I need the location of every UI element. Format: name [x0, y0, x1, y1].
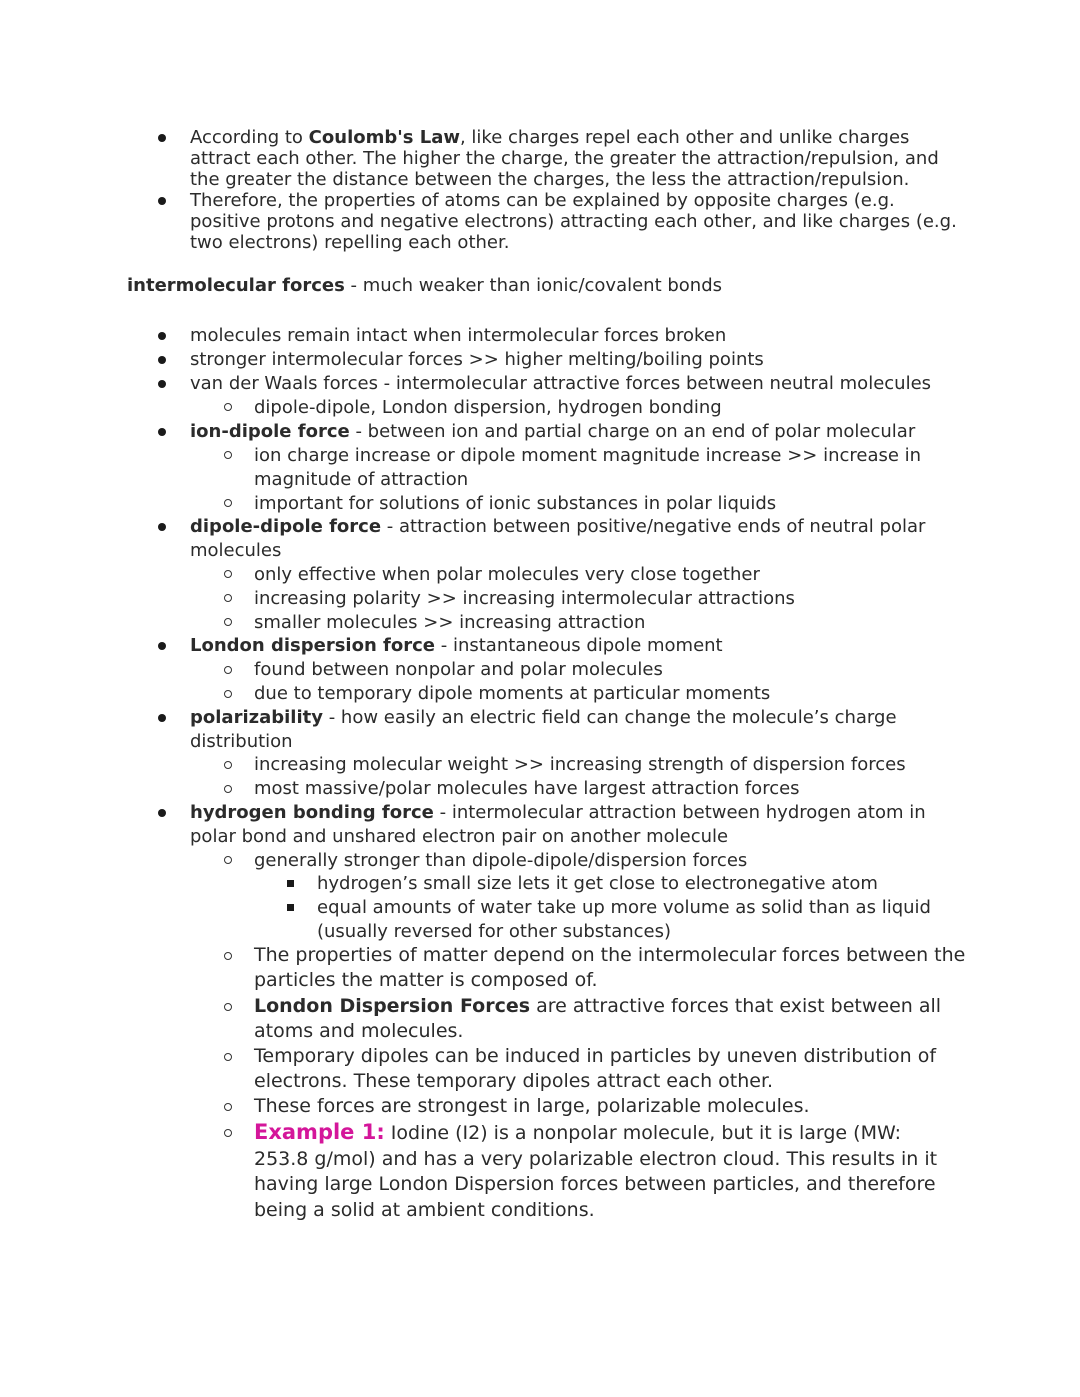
list-item: dipole-dipole force - attraction between positive/negative ends of neutral polar	[190, 516, 926, 537]
sub-item-cont: electrons. These temporary dipoles attract each other.	[254, 1070, 774, 1092]
coulomb-line-3: the greater the distance between the charges, the less the attraction/repulsion.	[190, 169, 910, 190]
sub-bullet	[224, 1103, 232, 1111]
atoms-line-2: positive protons and negative electrons) attracting each other, and like charges (e.g.	[190, 211, 957, 232]
sub-bullet	[224, 618, 232, 626]
sub-sub-item-cont: (usually reversed for other substances)	[317, 921, 672, 942]
bullet-dot	[158, 714, 166, 722]
sub-item: These forces are strongest in large, polarizable molecules.	[254, 1095, 810, 1117]
sub-bullet	[224, 403, 232, 411]
list-item-cont: distribution	[190, 731, 293, 752]
sub-item: increasing molecular weight >> increasing strength of dispersion forces	[254, 754, 906, 775]
sub-bullet	[224, 785, 232, 793]
sub-item-cont: magnitude of attraction	[254, 469, 469, 490]
square-bullet	[287, 880, 294, 887]
sub-item: ion charge increase or dipole moment magnitude increase >> increase in	[254, 445, 922, 466]
coulomb-line-1: According to Coulomb's Law, like charges repel each other and unlike charges	[190, 127, 910, 148]
sub-bullet	[224, 1003, 232, 1011]
example-label: Example 1:	[254, 1120, 385, 1144]
example-cont: 253.8 g/mol) and has a very polarizable electron cloud. This results in it	[254, 1148, 938, 1170]
sub-bullet	[224, 1129, 232, 1137]
sub-bullet	[224, 690, 232, 698]
sub-sub-item: equal amounts of water take up more volume as solid than as liquid	[317, 897, 931, 918]
sub-item: due to temporary dipole moments at particular moments	[254, 683, 771, 704]
sub-bullet	[224, 499, 232, 507]
sub-item: smaller molecules >> increasing attraction	[254, 612, 646, 633]
sub-item: important for solutions of ionic substances in polar liquids	[254, 493, 777, 514]
sub-bullet	[224, 666, 232, 674]
square-bullet	[287, 904, 294, 911]
bullet-dot	[158, 809, 166, 817]
sub-item-cont: atoms and molecules.	[254, 1020, 464, 1042]
list-item-cont: molecules	[190, 540, 282, 561]
bullet-dot	[158, 197, 166, 205]
bullet-dot	[158, 134, 166, 142]
sub-item-cont: particles the matter is composed of.	[254, 969, 598, 991]
sub-bullet	[224, 952, 232, 960]
sub-item: increasing polarity >> increasing intermolecular attractions	[254, 588, 795, 609]
bullet-dot	[158, 332, 166, 340]
list-item: ion-dipole force - between ion and partial charge on an end of polar molecular	[190, 421, 916, 442]
section-heading: intermolecular forces - much weaker than ionic/covalent bonds	[127, 275, 723, 296]
list-item: molecules remain intact when intermolecular forces broken	[190, 325, 727, 346]
example-item: Example 1: Iodine (I2) is a nonpolar molecule, but it is large (MW:	[254, 1120, 902, 1144]
atoms-line-3: two electrons) repelling each other.	[190, 232, 510, 253]
sub-sub-item: hydrogen’s small size lets it get close to electronegative atom	[317, 873, 878, 894]
sub-item: Temporary dipoles can be induced in particles by uneven distribution of	[254, 1045, 937, 1067]
sub-bullet	[224, 594, 232, 602]
sub-bullet	[224, 570, 232, 578]
sub-item: found between nonpolar and polar molecules	[254, 659, 663, 680]
sub-item: dipole-dipole, London dispersion, hydrogen bonding	[254, 397, 722, 418]
sub-item: generally stronger than dipole-dipole/dispersion forces	[254, 850, 748, 871]
atoms-line-1: Therefore, the properties of atoms can be explained by opposite charges (e.g.	[190, 190, 895, 211]
sub-bullet	[224, 1053, 232, 1061]
bullet-dot	[158, 380, 166, 388]
coulomb-law-term: Coulomb's Law	[308, 127, 460, 148]
sub-item: only effective when polar molecules very close together	[254, 564, 760, 585]
bullet-dot	[158, 523, 166, 531]
list-item: polarizability - how easily an electric field can change the molecule’s charge	[190, 707, 897, 728]
list-item: hydrogen bonding force - intermolecular attraction between hydrogen atom in	[190, 802, 926, 823]
example-cont: having large London Dispersion forces between particles, and therefore	[254, 1173, 936, 1195]
list-item: London dispersion force - instantaneous dipole moment	[190, 635, 723, 656]
sub-item: most massive/polar molecules have largest attraction forces	[254, 778, 800, 799]
bullet-dot	[158, 356, 166, 364]
example-cont: being a solid at ambient conditions.	[254, 1199, 595, 1221]
sub-bullet	[224, 761, 232, 769]
list-item: stronger intermolecular forces >> higher melting/boiling points	[190, 349, 764, 370]
sub-bullet	[224, 451, 232, 459]
sub-item: London Dispersion Forces are attractive forces that exist between all	[254, 995, 942, 1017]
coulomb-line-2: attract each other. The higher the charge, the greater the attraction/repulsion, and	[190, 148, 939, 169]
list-item: van der Waals forces - intermolecular attractive forces between neutral molecules	[190, 373, 932, 394]
sub-item: The properties of matter depend on the intermolecular forces between the	[254, 944, 966, 966]
bullet-dot	[158, 642, 166, 650]
bullet-dot	[158, 428, 166, 436]
list-item-cont: polar bond and unshared electron pair on another molecule	[190, 826, 729, 847]
sub-bullet	[224, 856, 232, 864]
